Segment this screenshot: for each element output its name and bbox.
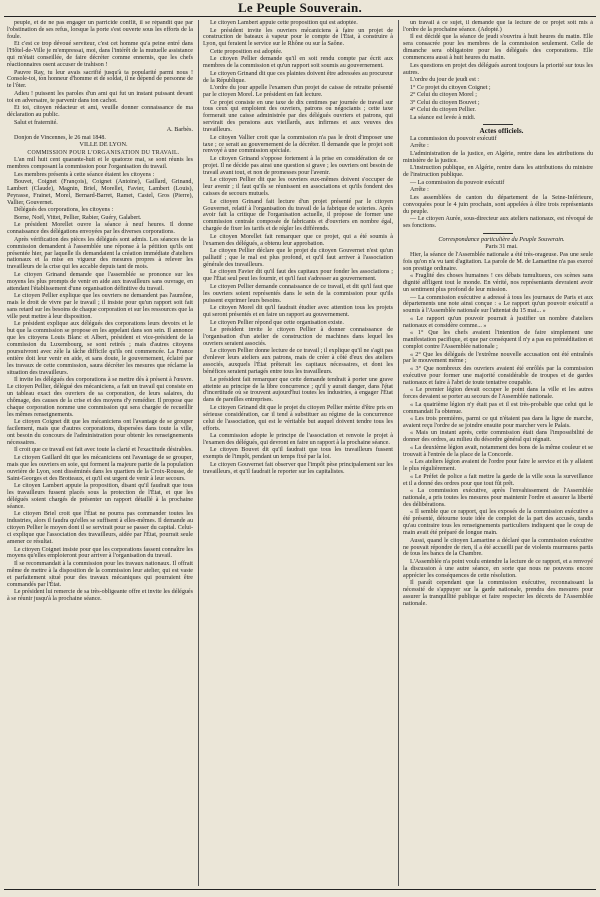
paragraph: L'instruction publique, en Algérie, rentre dans les attributions du ministre de l'instruction publique. <box>403 165 593 179</box>
paragraph: Le citoyen Pellier déclare que le projet du citoyen Gouvernet n'est qu'un palliatif ; que le mal est plus profond, et qu'il faut arriver à l'association générale des travailleurs. <box>203 248 393 268</box>
paragraph: La commission adopte le principe de l'association et renvoie le projet à l'examen des délégués, qui devront en faire un rapport à la prochaine séance. <box>203 433 393 446</box>
paragraph: Le citoyen Bouvet dit qu'il faudrait que tous les travailleurs fussent exempts de l'impôt, pendant un temps fixé par la loi. <box>203 447 393 461</box>
paragraph: Les assemblées de canton du département de la Seine-Inférieure, convoquées pour le 4 juin prochain, sont appelées à élire trois représentants du peuple. <box>403 194 593 215</box>
paragraph: Le président Morellet ouvre la séance à neuf heures. Il donne connaissance des délégations envoyées par les diverses corporations. <box>7 222 193 236</box>
paragraph: Le citoyen Coignet dit que les mécaniciens ont l'avantage de se grouper facilement, mais que d'autres corporations, dispersées dans toute la ville, ont besoin du concours de l'administration pour obtenir les renseignements nécessaires. <box>7 419 193 446</box>
paragraph: « La commission exécutive, après l'envahissement de l'Assemblée nationale, a pris toutes les mesures pour maintenir l'ordre et assurer la liberté des délibérations. <box>403 488 593 508</box>
paragraph: Bouvet, Coignet (François), Coignet (Antoine), Gaillard, Grinand, Lambert (Claude), Magnin, Briel, Morellet, Favier, Lambert (Louis), Peyrasse, Frainet, Morel, Bernard-Barret, Ramet, Castel, Gros (Pierre), Vallier, Gouvernet. <box>7 179 193 206</box>
paragraph: 4° Celui du citoyen Pellier. <box>410 107 476 114</box>
paragraph: « Fraglité des choses humaines ! ces débats tumultueux, ces scènes sans dignité affligent tout le monde. En vérité, nos représentants devraient avoir un sentiment plus profond de leur mission. <box>403 273 593 293</box>
paragraph: Le président invite les ouvriers mécaniciens à faire un projet de construction de bateaux à vapeur pour le compte de l'État, à construire à Lyon, qui feraient le service sur le Rhône ou sur la Saône. <box>203 27 393 48</box>
paragraph: — Le citoyen Aurée, sous-directeur aux ateliers nationaux, est révoqué de ses fonctions. <box>403 216 593 229</box>
column-3 <box>403 20 593 886</box>
paragraph: Il paraît cependant que la commission exécutive, reconnaissant la nécessité de s'appuyer sur la garde nationale, prendra des mesures pour assurer la tranquillité publique et faire respecter les décrets de l'Assemblée nationale. <box>403 580 593 607</box>
paragraph: Le citoyen Morellet fait remarquer que ce projet, qui a été soumis à l'examen des délégués, a obtenu leur approbation. <box>203 233 393 247</box>
paragraph: Le président invite le citoyen Pellier à donner connaissance de l'organisation d'un atelier de construction de machines dans lequel les ouvriers seraient associés. <box>203 327 393 347</box>
paragraph: Il se recommandait à la commission pour les travaux nationaux. Il offrait même de mettre à la disposition de la commission leur atelier, qui est vaste et parfaitement situé pour des travaux mécaniques qui pourraient être commandés par l'État. <box>7 560 193 588</box>
paragraph: Le citoyen Pellier demande qu'il en soit rendu compte par écrit aux membres de la commission et qu'un rapport soit soumis au gouvernement. <box>203 56 393 70</box>
column-1 <box>7 20 193 886</box>
paragraph: Le citoyen Vallier croit que la commission n'a pas le droit d'imposer une taxe ; ce serait au gouvernement de la décréter. Il demande que le projet soit renvoyé à une commission spéciale. <box>203 134 393 155</box>
paragraph: L'an mil huit cent quarante-huit et le quatorze mai, se sont réunis les membres composant la commission pour l'organisation du travail. <box>7 157 193 171</box>
paragraph: 3° Celui du citoyen Bouvet ; <box>410 99 480 106</box>
official-acts-body <box>403 136 593 230</box>
paragraph: « Les ateliers légion avaient de l'ordre pour faire le service et ils y allaient le plus régulièrement. <box>403 459 593 473</box>
paragraph: Le citoyen Grinand s'oppose fortement à la prise en considération de ce projet. Il ne décide pas ainsi une question si grave ; les ouvriers ont besoin de travail avant tout, et non de promesses pour l'avenir. <box>203 155 393 176</box>
paragraph: « 3° Que nombreux des ouvriers avaient été enrôlés par la commission exécutive pour former une majorité considérable de troupes et de gardes nationaux et faire à l'abri de toute tentative coupable. <box>403 365 593 386</box>
paragraph: « 1° Que les chefs avaient l'intention de faire simplement une manifestation pacifique, et que par conséquent il n'y a pas eu préméditation et complot contre l'Assemblée nationale ; <box>403 330 593 351</box>
paragraph: Pauvre Ray, tu leur avais sacrifié jusqu'à ta popularité parmi nous ! Console-toi, ton honneur d'homme et de soldat, il ne dépend de personne de te l'ôter. <box>7 69 193 90</box>
paragraph: Le citoyen Lambert appuie la proposition, disant qu'il faudrait que tous les travailleurs fussent placés sous la protection de l'État, et que les délégués soient chargés de présenter un rapport détaillé à la prochaine séance. <box>7 483 193 510</box>
newspaper-masthead: Le Peuple Souverain. <box>237 0 363 15</box>
section-heading-ville-de-lyon: VILLE DE LYON. <box>79 141 128 149</box>
minutes-conclusion <box>403 20 593 121</box>
paragraph: La séance est levée à midi. <box>410 114 476 121</box>
paragraph: Le citoyen Pellier dit que les ouvriers eux-mêmes doivent s'occuper de leur avenir ; il faut qu'ils se réunissent en associations et qu'ils fondent des caisses de secours mutuels. <box>203 177 393 198</box>
paragraph: Le citoyen Morel dit qu'il faudrait étudier avec attention tous les projets qui seront présentés et en faire un rapport au gouvernement. <box>203 305 393 319</box>
paragraph: L'ordre du jour appelle l'examen d'un projet de caisse de retraite présenté par le citoyen Morel. Le président en fait lecture. <box>203 85 393 99</box>
paragraph: peuple, et de ne pas engager un parricide conflit, il se répandit que par l'obstination de ses refus, lorsque la porte s'est ouverte sous les efforts de la foule. <box>7 20 193 40</box>
paragraph: Le président explique aux délégués des corporations leurs devoirs et le but que la commission se propose en les appelant dans son sein. Il annonce que les citoyens Louis Blanc et Albert, président et vice-président de la commission du Luxembourg, se sont retirés ; mais d'autres citoyens poursuivront avec zèle la tâche difficile qu'ils ont commencée. La France entière doit leur venir en aide, et sans doute, le gouvernement, éclairé par les travaux de cette commission, saura décréter les mesures que réclame la situation des travailleurs. <box>7 321 193 376</box>
paragraph: L'Assemblée n'a point voulu entendre la lecture de ce rapport, et a renvoyé la discussion à une autre séance, en sorte que nous ne pouvons encore apprécier les conséquences de cette résolution. <box>403 558 593 579</box>
paragraph: Il est décidé que la séance de jeudi s'ouvrira à huit heures du matin. Elle sera consacrée pour les membres de la commission seulement. Celle de dimanche sera obligatoire pour les délégués des corporations. Elle commencera aussi à huit heures du matin. <box>403 34 593 62</box>
paragraph: Le citoyen Grinand fait lecture d'un projet présenté par le citoyen Gouvernet, relatif à l'organisation du travail de la fabrique de soieries. Après avoir fait la critique de l'organisation actuelle, il propose de former une commission centrale composée de fabricants et d'ouvriers en nombre égal, chargée de fixer les tarifs et de régler les différends. <box>203 198 393 233</box>
paragraph: Le citoyen Pellier répond que cette organisation existe. <box>210 319 344 326</box>
paragraph: 1° Ce projet du citoyen Coignet ; <box>410 84 491 91</box>
paragraph: L'administration de la justice, en Algérie, rentre dans les attributions du ministère de la justice. <box>403 150 593 164</box>
paragraph: Ce projet consiste en une taxe de dix centimes par journée de travail sur tous ceux qui emploient des ouvriers, patrons ou négociants ; cette taxe formerait une caisse administrée par des délégués ouvriers et patrons, qui servirait des pensions aux vieillards, aux infirmes et aux veuves des travailleurs. <box>203 99 393 134</box>
paragraph: Le citoyen Grinand dit que le projet du citoyen Pellier mérite d'être pris en sérieuse considération, car il tend à substituer au régime de la concurrence celui de l'association, qui est le véritable but auquel doivent tendre tous les efforts. <box>203 404 393 432</box>
paragraph: Le citoyen Grinand demande que l'assemblée se prononce sur les moyens les plus prompts de venir en aide aux travailleurs sans ouvrage, en attendant l'établissement d'une organisation définitive du travail. <box>7 271 193 292</box>
paragraph: Le citoyen Pellier demande connaissance de ce travail, et dit qu'il faut que les ouvriers soient représentés dans le sein de la commission pour qu'ils puissent exprimer leurs besoins. <box>203 283 393 304</box>
paragraph: Et c'est ce trop dévoué serviteur, c'est cet homme qu'a peine entré dans l'Hôtel-de-Ville je m'empressai, moi, dans l'intérêt de la mutuelle assistance qui m'était conseillée, de faire décréter comme ennemis, que les chefs réactionnaires osent accuser de trahison ! <box>7 41 193 69</box>
paragraph: Les questions en projet des délégués auront toujours la priorité sur tous les autres. <box>403 62 593 76</box>
paragraph: Délégués des corporations, les citoyens : <box>14 207 114 214</box>
commission-minutes-continued <box>203 20 393 476</box>
paragraph: Les membres présents à cette séance étaient les citoyens : <box>14 171 155 178</box>
paragraph: Et toi, citoyen rédacteur et ami, veuille donner connaissance de ma déclaration au public. <box>7 105 193 119</box>
paragraph: Le citoyen Pellier explique que les ouvriers ne demandent pas l'aumône, mais le droit de vivre par le travail ; il insiste pour qu'un rapport soit fait sans retard sur les besoins de chaque corporation et sur les ressources que la ville peut mettre à leur disposition. <box>7 293 193 320</box>
paragraph: Le citoyen Gouvernet fait observer que l'impôt pèse principalement sur les travailleurs, et qu'il faudrait le reporter sur les capitalistes. <box>203 461 393 475</box>
section-separator <box>483 233 513 234</box>
paragraph: Le citoyen Lambert appuie cette proposition qui est adoptée. <box>210 20 358 26</box>
paragraph: Le président lui remercie de sa très-obligeante offre et invite les délégués à se réunir jusqu'à la prochaine séance. <box>7 589 193 603</box>
paragraph: « Les trois premières, parmi ce qui n'étaient pas dans la ligne de marche, avaient reçu l'ordre de se joindre ensuite pour marcher vers le Palais. <box>403 416 593 429</box>
letter-place-date: Donjon de Vincennes, le 26 mai 1848. <box>14 134 106 141</box>
paragraph: Le citoyen Favier dit qu'il faut des capitaux pour fonder les associations ; que l'État seul peut les fournir, et qu'il faut s'adresser au gouvernement. <box>203 269 393 283</box>
page-bottom-rule <box>4 889 596 890</box>
paragraph: Il invite les délégués des corporations à se mettre dès à présent à l'œuvre. Le citoyen Pellier, délégué des mécaniciens, a fait un travail qui consiste en un tableau exact des ouvriers de sa corporation, de leurs salaires, du chômage, des causes de la crise et des moyens d'y remédier. Il propose que chaque corporation nomme une commission qui sera chargée de recueillir les mêmes renseignements. <box>7 377 193 418</box>
letter-signature: A. Barbès. <box>166 126 193 134</box>
paragraph: Aussi, quand le citoyen Lamartine a déclaré que la commission exécutive ne pouvait répondre de rien, il a été accueilli par de violents murmures partis de tous les bancs de la Chambre. <box>403 537 593 558</box>
section-separator <box>483 124 513 125</box>
paragraph: — La commission exécutive a adressé à tous les journaux de Paris et aux départements une note ainsi conçue : « Le rapport qu'un pouvoir exécutif a soumis à l'Assemblée nationale sur l'attentat du 15 mai... » <box>403 294 593 315</box>
column-2 <box>203 20 393 886</box>
paragraph: Arrête : <box>410 187 429 194</box>
paragraph: 2° Celui du citoyen Morel ; <box>410 92 477 99</box>
paragraph: Le citoyen Coignet insiste pour que les corporations fassent connaître les moyens qu'elles emploieront pour arriver à l'organisation du travail. <box>7 546 193 560</box>
official-acts-heading: Actes officiels. <box>479 127 524 136</box>
commission-minutes-body <box>7 157 193 603</box>
paragraph: Salut et fraternité. <box>14 119 58 126</box>
paragraph: Le citoyen Gaillard dit que les mécaniciens ont l'avantage de se grouper, mais que les ouvriers en soie, qui forment la majeure partie de la population ouvrière de Lyon, sont disséminés dans les quartiers de la Croix-Rousse, de Saint-Georges et des Brotteaux, et qu'il est urgent de venir à leur secours. <box>7 454 193 482</box>
paragraph: un travail à ce sujet, il demande que la lecture de ce projet soit mis à l'ordre de la prochaine séance. (Adopté.) <box>403 20 593 33</box>
paragraph: Cette proposition est adoptée. <box>210 48 283 55</box>
paragraph: « 2° Que les délégués de l'extrême nouvelle accusation ont été entraînés par le mouvement même ; <box>403 351 593 365</box>
paragraph: Hier, la séance de l'Assemblée nationale a été très-orageuse. Pas une seule fois qu'on n'a vu tant d'agitation. La parole de M. de Lamartine n'a pas exercé son prestige ordinaire. <box>403 251 593 272</box>
paragraph: « Le rapport qu'un pouvoir pourrait à justifier un nombre d'ateliers nationaux et considère comme... » <box>403 315 593 329</box>
column-divider <box>398 20 399 886</box>
paragraph: Adieu ! puissent les paroles d'un ami qui fut un instant puissant devant toi en adversaire, te parvenir dans ton cachot. <box>7 90 193 104</box>
paragraph: Le citoyen Briel croit que l'État ne pourra pas commander toutes les industries, alors il faudra qu'elles se suffisent à elles-mêmes. Il demande au citoyen Pellier le moyen dont il se servirait pour se passer du capital. Celui-ci explique que l'association des travailleurs, aidée par l'État, pourrait seule amener ce résultat. <box>7 511 193 545</box>
paragraph: Borne, Noël, Vittet, Pellier, Rabier, Guéry, Galabert. <box>14 214 142 221</box>
paragraph: « La deuxième légion avait, notamment des bons de la même couleur et se trouvait à l'entrée de la place de la Concorde. <box>403 444 593 458</box>
paragraph: Le président fait remarquer que cette demande tendrait à porter une grave atteinte au principe de la libre concurrence ; qu'il y aurait danger, dans l'état d'incertitude où se trouvent aujourd'hui toutes les industries, à engager l'État dans de pareilles entreprises. <box>203 376 393 404</box>
masthead-rule <box>4 16 596 17</box>
paragraph: « Le Préfet de police a fait mettre la garde de la ville sous la surveillance et il a donné des ordres pour que tout fût prêt. <box>403 473 593 487</box>
correspondence-dateline: Paris 31 mai. <box>485 243 518 251</box>
barbes-letter-body <box>7 20 193 127</box>
paragraph: Le citoyen Pellier donne lecture de ce travail ; il explique qu'il ne s'agit pas d'enlever leurs ateliers aux patrons, mais de créer à côté d'eux des ateliers associés, auxquels l'État prêterait les capitaux nécessaires, et dont les bénéfices seraient partagés entre tous les travailleurs. <box>203 348 393 376</box>
correspondence-body <box>403 252 593 608</box>
paragraph: Il croit que ce travail est fait avec toute la clarté et l'exactitude désirables. <box>14 447 193 454</box>
paragraph: L'ordre du jour de jeudi est : <box>410 77 480 84</box>
paragraph: La commission du pouvoir exécutif <box>410 135 497 142</box>
commission-heading: COMMISSION POUR L'ORGANISATION DU TRAVAIL. <box>27 149 180 156</box>
paragraph: « Il semble que ce rapport, qui les exposés de la commission exécutive a été présenté, détourne toute idée de complot de la part des accusés, tandis qu'au contraire tous les renseignements particuliers indiquent que le coup de main avait été préparé de longue main. <box>403 509 593 537</box>
correspondence-heading: Correspondance particulière du Peuple Souverain. <box>438 235 565 243</box>
column-divider <box>198 20 199 886</box>
paragraph: « Mais un instant après, cette commission était dans l'impossibilité de donner des ordres, au milieu du désordre général qui régnait. <box>403 430 593 444</box>
paragraph: Arrête : <box>410 143 429 150</box>
paragraph: — La commission du pouvoir exécutif <box>410 179 505 186</box>
paragraph: Après vérification des pièces les délégués sont admis. Les séances de la commission demandent à l'assemblée une réponse à la pétition qu'ils ont présentée hier, par laquelle ils demandaient la création immédiate d'ateliers nationaux et la mise en vigueur des mesures propres à relever les travailleurs de la crise qui les accable depuis tant de mois. <box>7 236 193 271</box>
paragraph: « La quatrième légion n'y était pas et il est très-probable que celui qui le commandait l'a obtenue. <box>403 401 593 415</box>
paragraph: Le citoyen Grinand dit que ces plaintes doivent être adressées au procureur de la République. <box>203 70 393 84</box>
paragraph: « Le premier légion devait occuper le point dans la ville et les autres forces devaient se porter au secours de l'Assemblée nationale. <box>403 387 593 401</box>
